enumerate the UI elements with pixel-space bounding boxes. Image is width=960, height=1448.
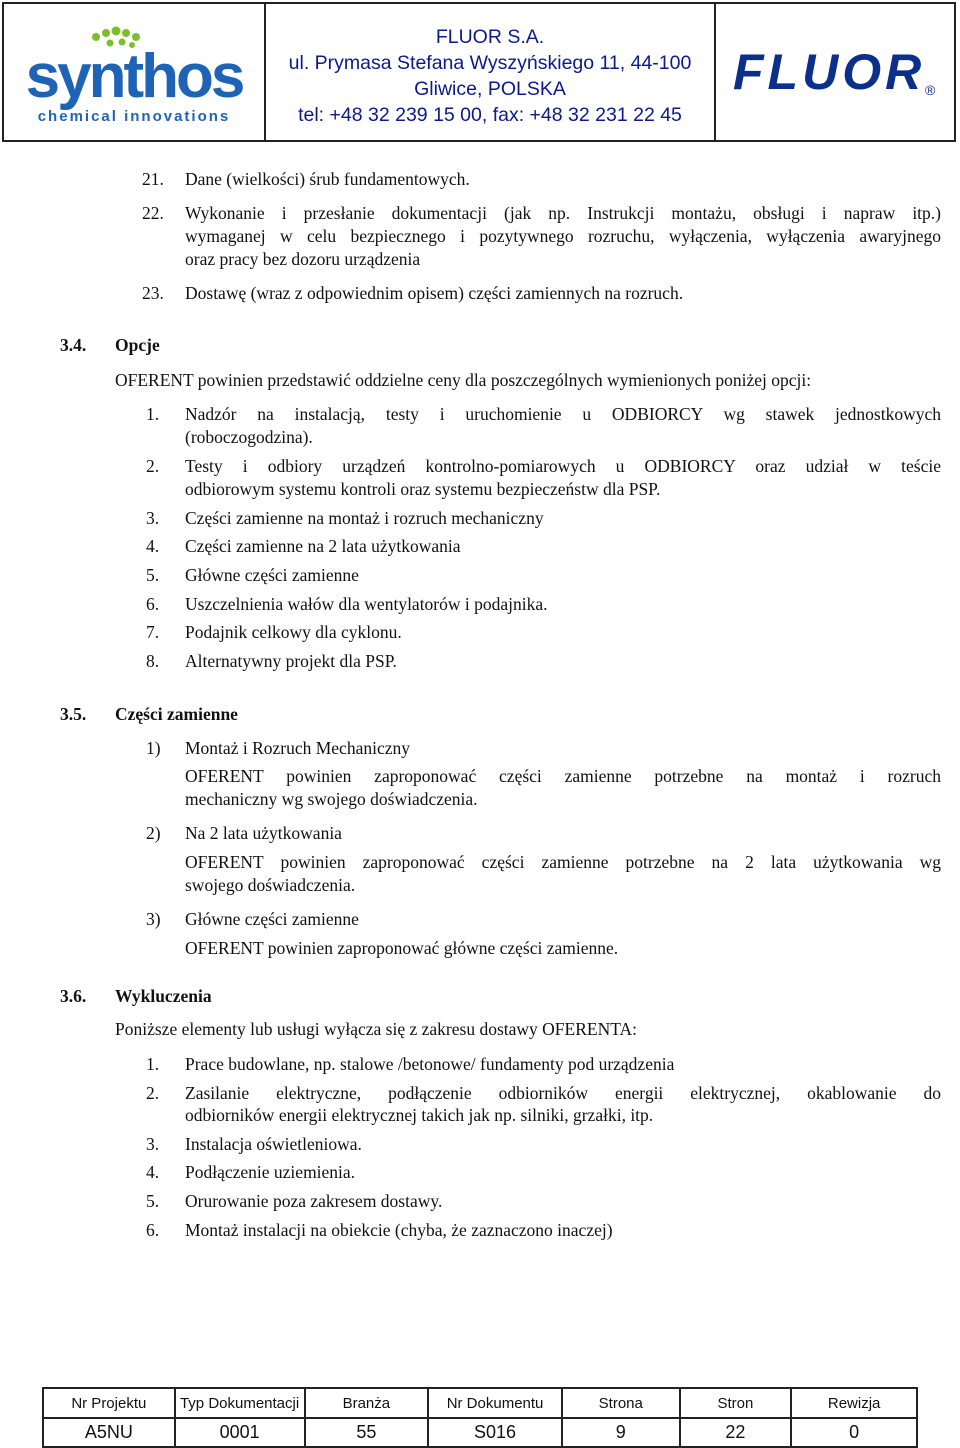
info-header-row [43,1388,917,1418]
list-item-text: Wykonanie i przesłanie dokumentacji (jak np. Instrukcji montażu, obsługi i napraw itp.) [185,203,941,223]
header-document-type: Typ Dokumentacji [175,1388,305,1418]
header-project-number: Nr Projektu [43,1388,175,1418]
option-text: Główne części zamienne [185,565,359,585]
info-value-row [43,1418,917,1447]
document-header [2,2,956,142]
subitem-text: swojego doświadczenia. [185,875,356,895]
document-info-table [42,1387,918,1448]
section-title: Części zamienne [115,704,238,724]
section-title: Opcje [115,335,160,355]
subitem-number: 1) [146,738,161,758]
list-item-text: Dostawę (wraz z odpowiednim opisem) części zamiennych na rozruch. [185,283,684,303]
subitem-title: Montaż i Rozruch Mechaniczny [185,738,410,758]
header-page: Strona [562,1388,680,1418]
list-item-text: wymaganej w celu bezpiecznego i pozytywnego rozruchu, wyłączenia, wyłączenia awaryjnego [185,226,941,246]
option-number: 1. [146,404,160,424]
value-project-number: A5NU [43,1418,175,1447]
synthos-tagline: chemical innovations [37,108,231,125]
option-number: 2. [146,456,160,476]
subitem-number: 2) [146,823,161,843]
header-document-number: Nr Dokumentu [428,1388,562,1418]
fluor-logo [716,4,954,140]
synthos-logo [4,4,266,140]
address-line-city: Gliwice, POLSKA [414,78,566,100]
value-page: 9 [562,1418,680,1447]
option-text: Uszczelnienia wałów dla wentylatorów i podajnika. [185,594,548,614]
exclusion-number: 4. [146,1162,160,1182]
synthos-logo-graphic [14,17,254,127]
option-text: Nadzór na instalacją, testy i uruchomienie u ODBIORCY wg stawek jednostkowych [185,404,941,424]
option-text: Części zamienne na 2 lata użytkowania [185,536,461,556]
option-number: 5. [146,565,160,585]
exclusion-number: 1. [146,1054,160,1074]
exclusion-number: 2. [146,1083,160,1103]
exclusion-number: 3. [146,1134,160,1154]
subitem-title: Na 2 lata użytkowania [185,823,342,843]
section-intro: OFERENT powinien przedstawić oddzielne ceny dla poszczególnych wymienionych poniżej opcji: [115,370,812,390]
subitem-text: OFERENT powinien zaproponować części zamienne potrzebne na montaż i rozruch [185,766,941,786]
subitem-number: 3) [146,909,161,929]
option-number: 3. [146,508,160,528]
section-title: Wykluczenia [115,986,212,1006]
company-address [266,4,716,140]
option-number: 4. [146,536,160,556]
exclusion-text: Orurowanie poza zakresem dostawy. [185,1191,443,1211]
option-text: Podajnik celkowy dla cyklonu. [185,622,402,642]
exclusion-number: 6. [146,1220,160,1240]
section-intro: Poniższe elementy lub usługi wyłącza się z zakresu dostawy OFERENTA: [115,1019,638,1039]
section-number: 3.6. [60,986,87,1006]
option-text: Testy i odbiory urządzeń kontrolno-pomiarowych u ODBIORCY oraz udział w teście [185,456,941,476]
fluor-wordmark: FLUOR [733,44,926,100]
exclusion-text: Podłączenie uziemienia. [185,1162,356,1182]
subitem-text: mechaniczny wg swojego doświadczenia. [185,789,478,809]
option-text: Alternatywny projekt dla PSP. [185,651,397,671]
exclusion-text: Prace budowlane, np. stalowe /betonowe/ fundamenty pod urządzenia [185,1054,675,1074]
value-document-type: 0001 [175,1418,305,1447]
address-line-company: FLUOR S.A. [435,26,545,48]
value-pages-total: 22 [680,1418,792,1447]
exclusion-number: 5. [146,1191,160,1211]
list-item-text: Dane (wielkości) śrub fundamentowych. [185,169,470,189]
value-discipline: 55 [305,1418,429,1447]
exclusion-text: Zasilanie elektryczne, podłączenie odbiorników energii elektrycznej, okablowanie do [185,1083,941,1103]
exclusion-text: odbiorników energii elektrycznej takich jak np. silniki, grzałki, itp. [185,1105,654,1125]
registered-mark: ® [925,82,936,98]
header-revision: Rewizja [791,1388,917,1418]
value-document-number: S016 [428,1418,562,1447]
list-item-number: 21. [142,169,164,189]
fluor-logo-graphic [725,37,945,107]
address-line-street: ul. Prymasa Stefana Wyszyńskiego 11, 44-100 [288,52,692,74]
subitem-text: OFERENT powinien zaproponować części zamienne potrzebne na 2 lata użytkowania wg [185,852,941,872]
address-line-phone: tel: +48 32 239 15 00, fax: +48 32 231 22 45 [298,104,682,126]
list-item-number: 23. [142,283,164,303]
header-pages-total: Stron [680,1388,792,1418]
exclusion-text: Instalacja oświetleniowa. [185,1134,362,1154]
subitem-title: Główne części zamienne [185,909,359,929]
section-number: 3.5. [60,704,87,724]
option-number: 7. [146,622,160,642]
option-number: 6. [146,594,160,614]
option-number: 8. [146,651,160,671]
list-item-number: 22. [142,203,164,223]
header-discipline: Branża [305,1388,429,1418]
value-revision: 0 [791,1418,917,1447]
section-number: 3.4. [60,335,87,355]
option-text: Części zamienne na montaż i rozruch mechaniczny [185,508,544,528]
option-text: (roboczogodzina). [185,427,313,447]
synthos-wordmark: synthos [25,42,243,111]
option-text: odbiorowym systemu kontroli oraz systemu bezpieczeństw dla PSP. [185,479,661,499]
exclusion-text: Montaż instalacji na obiekcie (chyba, że zaznaczono inaczej) [185,1220,613,1240]
subitem-text: OFERENT powinien zaproponować główne części zamienne. [185,938,619,958]
list-item-text: oraz pracy bez dozoru urządzenia [185,249,421,269]
